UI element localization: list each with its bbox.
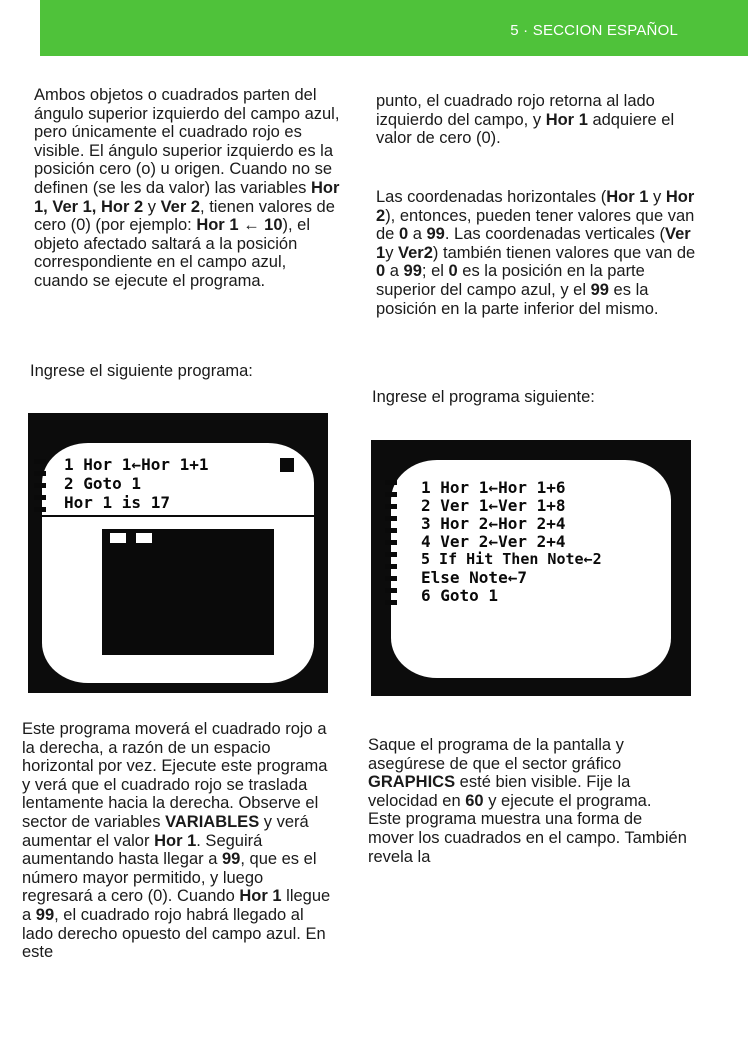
program-line: 3 Hor 2←Hor 2+4 xyxy=(421,514,566,533)
emphasis-text: Hor 1 xyxy=(154,831,197,850)
playfield xyxy=(102,529,274,655)
program-line: 4 Ver 2←Ver 2+4 xyxy=(421,532,566,551)
margin-tick xyxy=(385,588,397,593)
emphasis-text: Hor 2 xyxy=(376,188,695,225)
right-paragraph-3: Ingrese el programa siguiente: xyxy=(372,388,595,406)
margin-tick xyxy=(385,540,397,545)
emphasis-text: 99 xyxy=(426,225,445,244)
variable-readout: Hor 1 is 17 xyxy=(64,493,170,512)
emphasis-text: 99 xyxy=(590,280,609,299)
left-paragraph-1: Ambos objetos o cuadrados parten del ángulo superior izquierdo del campo azul, pero únicamente el cuadrado rojo es visible. El ángulo superior izquierdo es la posición cero (o) u origen. Cuando no se definen (se les da valor) las variables Hor 1, Ver 1, Hor 2 y Ver 2, tienen valores de cero (0) (por ejemplo: Hor 1 ← 10), el objeto afectado saltará a la posición correspondiente en el campo azul, cuando se ejecute el programa. xyxy=(34,86,340,290)
right-paragraph-4: Saque el programa de la pantalla y asegúrese de que el sector gráfico GRAPHICS esté bien visible. Fije la velocidad en 60 y ejecute el programa. Este programa muestra una forma de mover los cuadrados en el campo. También revela la xyxy=(368,736,687,866)
emphasis-text: 99 xyxy=(403,262,422,281)
margin-tick xyxy=(385,552,397,557)
tv-screen-illustration-2 xyxy=(371,440,691,696)
program-line: 6 Goto 1 xyxy=(421,586,499,605)
emphasis-text: 0 xyxy=(376,262,386,281)
emphasis-text: Ver 2 xyxy=(160,197,201,216)
left-paragraph-3: Este programa moverá el cuadrado rojo a la derecha, a razón de un espacio horizontal por vez. Ejecute este programa y verá que el cuadrado rojo se traslada lentamente hacia la derecha. Observe el sector de variables VARIABLES y verá aumentar el valor Hor 1. Seguirá aumentando hasta llegar a 99, que es el número mayor permitido, y luego regresará a cero (0). Cuando Hor 1 llegue a 99, el cuadrado rojo habrá llegado al lado derecho opuesto del campo azul. En este xyxy=(22,720,331,962)
emphasis-text: VARIABLES xyxy=(165,812,260,831)
program-line: Else Note←7 xyxy=(421,568,527,587)
program-line: 2 Ver 1←Ver 1+8 xyxy=(421,496,566,515)
margin-tick xyxy=(385,528,397,533)
margin-tick xyxy=(385,480,397,485)
margin-tick xyxy=(34,471,46,476)
emphasis-text: Hor 1 xyxy=(545,110,588,129)
emphasis-text: 99 xyxy=(35,905,55,924)
margin-tick xyxy=(34,495,46,500)
screen-divider xyxy=(42,515,314,517)
margin-tick xyxy=(385,504,397,509)
emphasis-text: Hor 1 ← 10 xyxy=(196,216,283,235)
emphasis-text: 0 xyxy=(398,225,409,244)
emphasis-text: Hor 1 xyxy=(606,188,649,206)
emphasis-text: 99 xyxy=(221,850,241,869)
emphasis-text: 60 xyxy=(465,791,484,810)
margin-tick xyxy=(385,600,397,605)
tv-screen-display xyxy=(391,460,671,678)
emphasis-text: Ver 1 xyxy=(376,225,691,262)
right-paragraph-1: punto, el cuadrado rojo retorna al lado izquierdo del campo, y Hor 1 adquiere el valor de cero (0). xyxy=(376,92,675,148)
section-label: 5 · SECCION ESPAÑOL xyxy=(510,22,678,39)
tv-screen-illustration-1 xyxy=(28,413,328,693)
cursor-block xyxy=(280,458,294,472)
program-line: 1 Hor 1←Hor 1+6 xyxy=(421,478,566,497)
margin-tick xyxy=(34,507,46,512)
square-object xyxy=(110,533,126,543)
emphasis-text: Ver2 xyxy=(398,243,433,262)
tv-screen-display xyxy=(42,443,314,683)
emphasis-text: GRAPHICS xyxy=(368,773,456,792)
emphasis-text: Hor 1, Ver 1, Hor 2 xyxy=(34,178,340,216)
program-line: 2 Goto 1 xyxy=(64,474,142,493)
margin-tick xyxy=(385,516,397,521)
margin-tick xyxy=(34,483,46,488)
square-object xyxy=(136,533,152,543)
margin-tick xyxy=(385,564,397,569)
left-paragraph-2: Ingrese el siguiente programa: xyxy=(30,362,253,380)
margin-tick xyxy=(385,492,397,497)
program-line: 1 Hor 1←Hor 1+1 xyxy=(64,455,209,474)
program-line: 5 If Hit Then Note←2 xyxy=(421,550,602,568)
right-paragraph-2: Las coordenadas horizontales (Hor 1 y Hor 2), entonces, pueden tener valores que van de 0 a 99. Las coordenadas verticales (Ver 1y Ver2) también tienen valores que van de 0 a 99; el 0 es la posición en la parte superior del campo azul, y el 99 es la posición en la parte inferior del mismo. xyxy=(376,188,696,318)
emphasis-text: 0 xyxy=(448,262,458,281)
margin-tick xyxy=(385,576,397,581)
margin-tick xyxy=(34,459,46,464)
emphasis-text: Hor 1 xyxy=(239,887,282,906)
